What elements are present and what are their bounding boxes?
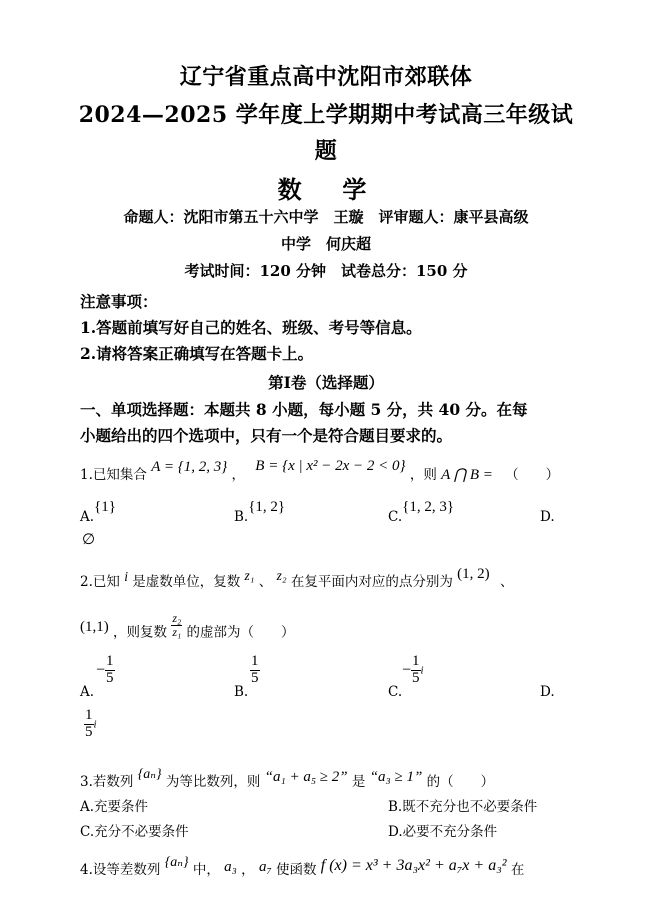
q2-option-d-i: i (93, 718, 97, 731)
q3-cond-1: “a₁ + a₅ ≥ 2” (264, 769, 348, 785)
subject-title: 数 学 (277, 175, 375, 204)
q3-option-b: B.既不充分也不必要条件 (388, 799, 538, 815)
q2-frac-den: z₁ (172, 624, 182, 639)
q4-text-4: 在 (510, 862, 525, 878)
exam-info: 考试时间：120 分钟 试卷总分：150 分 (184, 262, 468, 280)
q2-option-b-label: B. (234, 684, 249, 700)
section-title: 第Ⅰ卷（选择题） (268, 373, 384, 392)
q2-option-d-value (84, 708, 97, 741)
q1-option-a-value: {1} (94, 499, 116, 515)
section-intro-line-2: 小题给出的四个选项中，只有一个是符合题目要求的。 (80, 426, 453, 445)
q2-option-a-num: 1 (106, 653, 114, 669)
q4-a7: a₇ (258, 859, 272, 875)
q2-option-d-num: 1 (85, 707, 93, 723)
q3-option-c: C.充分不必要条件 (80, 824, 189, 840)
q1-option-b-value: {1, 2} (248, 499, 286, 515)
q4-function: f (x) = x³ + 3a₃x² + a₇x + a₃² (320, 857, 507, 874)
q2-point-1: (1, 2) (457, 566, 490, 582)
q2-text-2: 是虚数单位，复数 (132, 574, 241, 590)
q2-z1: z₁ (244, 568, 255, 583)
q2-point-2: (1,1) (80, 618, 109, 635)
q1-then: ，则 (409, 467, 437, 483)
q3-text-4: 的（ ） (426, 774, 495, 790)
q2-option-d-label: D. (540, 684, 555, 700)
q1-prefix: 1.已知集合 (80, 467, 147, 483)
q4-comma: ， (241, 862, 255, 878)
q4-seq: {aₙ} (164, 855, 189, 870)
title-line-3: 题 (314, 138, 338, 164)
q1-option-b (234, 499, 286, 526)
q2-option-a-label: A. (80, 684, 95, 700)
question-1-stem (80, 458, 560, 484)
q2-option-b-value (250, 654, 260, 687)
q4-text-1: 4.设等差数列 (80, 862, 161, 878)
q1-set-a: A = {1, 2, 3} (151, 459, 228, 475)
author-line-2: 中学 何庆超 (280, 235, 371, 253)
q2-option-a-frac (105, 654, 115, 687)
question-4-stem (80, 855, 525, 879)
q2-option-b-frac (250, 654, 260, 687)
q2-dun-2: 、 (499, 574, 514, 590)
q1-set-b: B = {x | x² − 2x − 2 < 0} (255, 458, 406, 474)
notes-title: 注意事项： (80, 292, 158, 311)
q4-text-3: 使函数 (275, 862, 317, 878)
q1-option-d-value: ∅ (82, 532, 96, 548)
q2-option-b-num: 1 (251, 653, 259, 669)
section-intro-line-1: 一、单项选择题：本题共 8 小题，每小题 5 分，共 40 分。在每 (80, 400, 528, 419)
q2-option-c-sign: − (402, 661, 412, 679)
q2-option-d-frac (84, 708, 94, 741)
q2-option-c-num: 1 (412, 653, 420, 669)
q1-expr: A ⋂ B = (441, 467, 493, 483)
q2-option-c-label: C. (388, 684, 403, 700)
q1-sep: ， (231, 467, 245, 483)
q2-dun: 、 (258, 574, 273, 590)
q1-paren: （ ） (505, 467, 560, 483)
q3-text-2: 为等比数列，则 (165, 774, 261, 790)
title-line-2: 2024—2025 学年度上学期期中考试高三年级试 (78, 102, 574, 128)
q3-option-a: A.充要条件 (80, 799, 149, 815)
q4-a3: a₃ (224, 859, 237, 875)
q1-option-c (388, 499, 455, 526)
q2-option-c-value (402, 654, 424, 687)
q2-option-a-value (96, 654, 115, 687)
q1-option-b-label: B. (234, 509, 249, 525)
q2-option-a-den: 5 (106, 669, 114, 686)
q2-frac-num: z₂ (172, 611, 182, 625)
note-item-1: 1.答题前填写好自己的姓名、班级、考号等信息。 (80, 318, 422, 337)
q3-option-d: D.必要不充分条件 (388, 824, 498, 840)
q2-option-c-i: i (420, 664, 424, 677)
q2-option-c-den: 5 (412, 669, 420, 686)
q1-option-c-value: {1, 2, 3} (402, 499, 455, 515)
question-3-stem (80, 767, 495, 791)
question-2-stem-line-1 (80, 566, 514, 591)
q2-text-1: 2.已知 (80, 574, 120, 590)
q2-i: i (124, 569, 128, 584)
q3-cond-2: “a₃ ≥ 1” (369, 769, 423, 785)
q1-option-a (80, 499, 116, 526)
q2-option-a-sign: − (96, 661, 106, 679)
q2-option-d-den: 5 (85, 723, 93, 740)
q2-option-c-frac (411, 654, 421, 687)
q1-option-a-label: A. (80, 509, 95, 525)
q3-text-1: 3.若数列 (80, 774, 134, 790)
q2-text-3: 在复平面内对应的点分别为 (290, 574, 453, 590)
q2-text-4: ，则复数 (113, 624, 168, 641)
q2-option-b-den: 5 (251, 669, 259, 686)
note-item-2: 2.请将答案正确填写在答题卡上。 (80, 344, 314, 363)
q3-seq: {aₙ} (137, 767, 162, 782)
q2-fraction (171, 612, 182, 638)
q1-option-d-label: D. (540, 509, 555, 525)
q2-text-5: 的虚部为（ ） (186, 624, 295, 641)
author-line-1: 命题人：沈阳市第五十六中学 王璇 评审题人：康平县高级 (123, 208, 529, 226)
question-2-stem-line-2 (80, 611, 295, 646)
title-line-1: 辽宁省重点高中沈阳市郊联体 (179, 64, 473, 90)
q3-text-3: 是 (351, 774, 366, 790)
q2-z2: z₂ (276, 568, 287, 583)
q4-text-2: 中， (192, 862, 220, 878)
q1-option-c-label: C. (388, 509, 403, 525)
